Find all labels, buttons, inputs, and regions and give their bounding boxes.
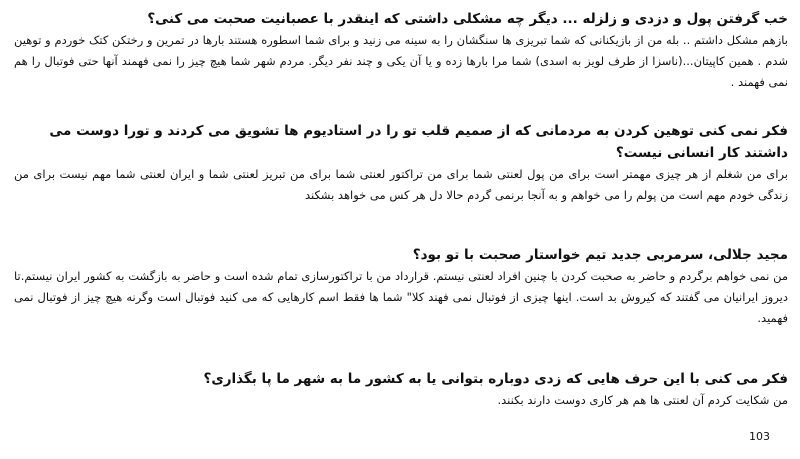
question-heading: خب گرفتن پول و دزدی و زلزله ... دیگر چه مشکلی داشتی که اینقدر با عصبانیت صحبت می کنی؟ <box>147 11 788 27</box>
answer-paragraph: من نمی خواهم برگردم و حاضر به صحبت کردن با چنین افراد لعنتی نیستم. قرارداد من با تراکتورسازی تمام شده است و حاضر به بازگشت به کشور ایران نیستم.تا دیروز ایرانیان می گفتند که کیروش بد است. اینها چیزی از فوتبال نمی فهند کلا" شما ها فقط اسم کارهایی که می کنید فوتبال است وگرنه هیچ چیز از فوتبال نمی فهمید. <box>14 269 788 325</box>
qa-block <box>14 244 788 368</box>
question-heading: فکر می کنی با این حرف هایی که زدی دوباره بتوانی یا به کشور ما به شهر ما پا بگذاری؟ <box>203 371 788 387</box>
answer-paragraph: من شکایت کردم آن لعنتی ها هم هر کاری دوست دارند بکنند. <box>497 393 788 407</box>
qa-block <box>14 368 788 438</box>
answer-paragraph: بازهم مشکل داشتم .. بله من از بازیکنانی که شما تبریزی ها سنگشان را به سینه می زنید و برای شما اسطوره هستند بارها در تمرین و رختکن کتک خوردم و توهین شدم . همین کاپیتان...(ناسزا از طرف لویز به اسدی) شما مرا بارها زده و یا آن یکی و چند نفر دیگر. مردم شهر شما هیچ چیز را نمی فهمند آنها حتی فوتبال را هم نمی فهمند . <box>14 33 788 89</box>
question-heading: مجید جلالی، سرمربی جدید تیم خواستار صحبت با تو بود؟ <box>412 247 788 263</box>
question-heading: فکر نمی کنی توهین کردن به مردمانی که از صمیم قلب تو را در استادیوم ها تشویق می کردند و تورا دوست می داشتند کار انسانی نیست؟ <box>49 123 788 161</box>
qa-block <box>14 120 788 244</box>
qa-block <box>14 8 788 120</box>
page-number: 103 <box>749 430 770 443</box>
answer-paragraph: برای من شغلم از هر چیزی مهمتر است برای من پول لعنتی شما برای من تراکتور لعنتی شما برای من تبریز لعنتی شما و ایران لعنتی شما مهم نیست برای من زندگی خودم مهم است من پولم را می خواهم و به آنجا برنمی گردم حالا دل هر کس می خواهد بشکند <box>14 167 788 202</box>
